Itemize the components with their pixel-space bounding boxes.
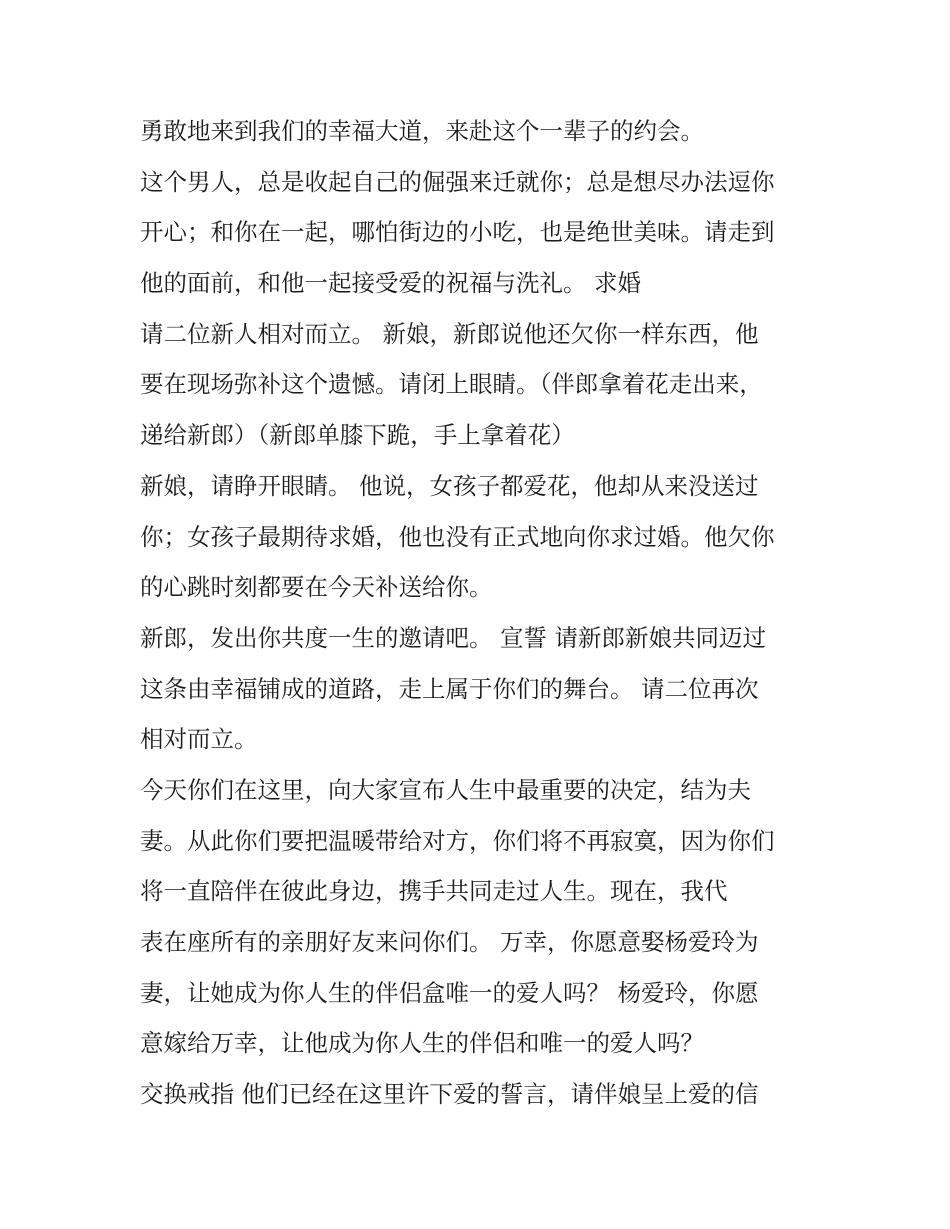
text-line: 的心跳时刻都要在今天补送给你。 xyxy=(140,573,493,602)
text-line: 相对而立。 xyxy=(140,725,258,754)
text-line: 要在现场弥补这个遗憾。请闭上眼睛。（伴郎拿着花走出来， xyxy=(140,370,763,399)
text-line: 你；女孩子最期待求婚，他也没有正式地向你求过婚。他欠你 xyxy=(140,522,775,551)
text-line: 开心；和你在一起，哪怕街边的小吃，也是绝世美味。请走到 xyxy=(140,218,775,247)
text-line: 交换戒指 他们已经在这里许下爱的誓言，请伴娘呈上爱的信 xyxy=(140,1080,759,1109)
text-line: 这个男人，总是收起自己的倔强来迁就你；总是想尽办法逗你 xyxy=(140,167,775,196)
text-line: 勇敢地来到我们的幸福大道，来赴这个一辈子的约会。 xyxy=(140,117,704,145)
text-line: 他的面前，和他一起接受爱的祝福与洗礼。 求婚 xyxy=(140,269,641,298)
text-line: 妻。从此你们要把温暖带给对方，你们将不再寂寞，因为你们 xyxy=(140,826,775,855)
text-line: 请二位新人相对而立。 新娘，新郎说他还欠你一样东西，他 xyxy=(140,319,759,348)
text-line: 今天你们在这里，向大家宣布人生中最重要的决定，结为夫 xyxy=(140,775,751,804)
text-line: 妻，让她成为你人生的伴侣盒唯一的爱人吗？ 杨爱玲，你愿 xyxy=(140,978,759,1007)
text-line: 递给新郎）（新郎单膝下跪，手上拿着花） xyxy=(140,421,575,450)
text-line: 新郎，发出你共度一生的邀请吧。 宣誓 请新郎新娘共同迈过 xyxy=(140,623,766,652)
text-line: 表在座所有的亲朋好友来问你们。 万幸，你愿意娶杨爱玲为 xyxy=(140,928,759,956)
text-line: 将一直陪伴在彼此身边，携手共同走过人生。现在，我代 xyxy=(140,877,728,906)
body-text xyxy=(140,106,830,1120)
text-line: 新娘，请睁开眼睛。 他说，女孩子都爱花，他却从来没送过 xyxy=(140,471,759,500)
text-line: 意嫁给万幸，让他成为你人生的伴侣和唯一的爱人吗？ xyxy=(140,1029,704,1058)
text-line: 这条由幸福铺成的道路，走上属于你们的舞台。 请二位再次 xyxy=(140,674,759,703)
